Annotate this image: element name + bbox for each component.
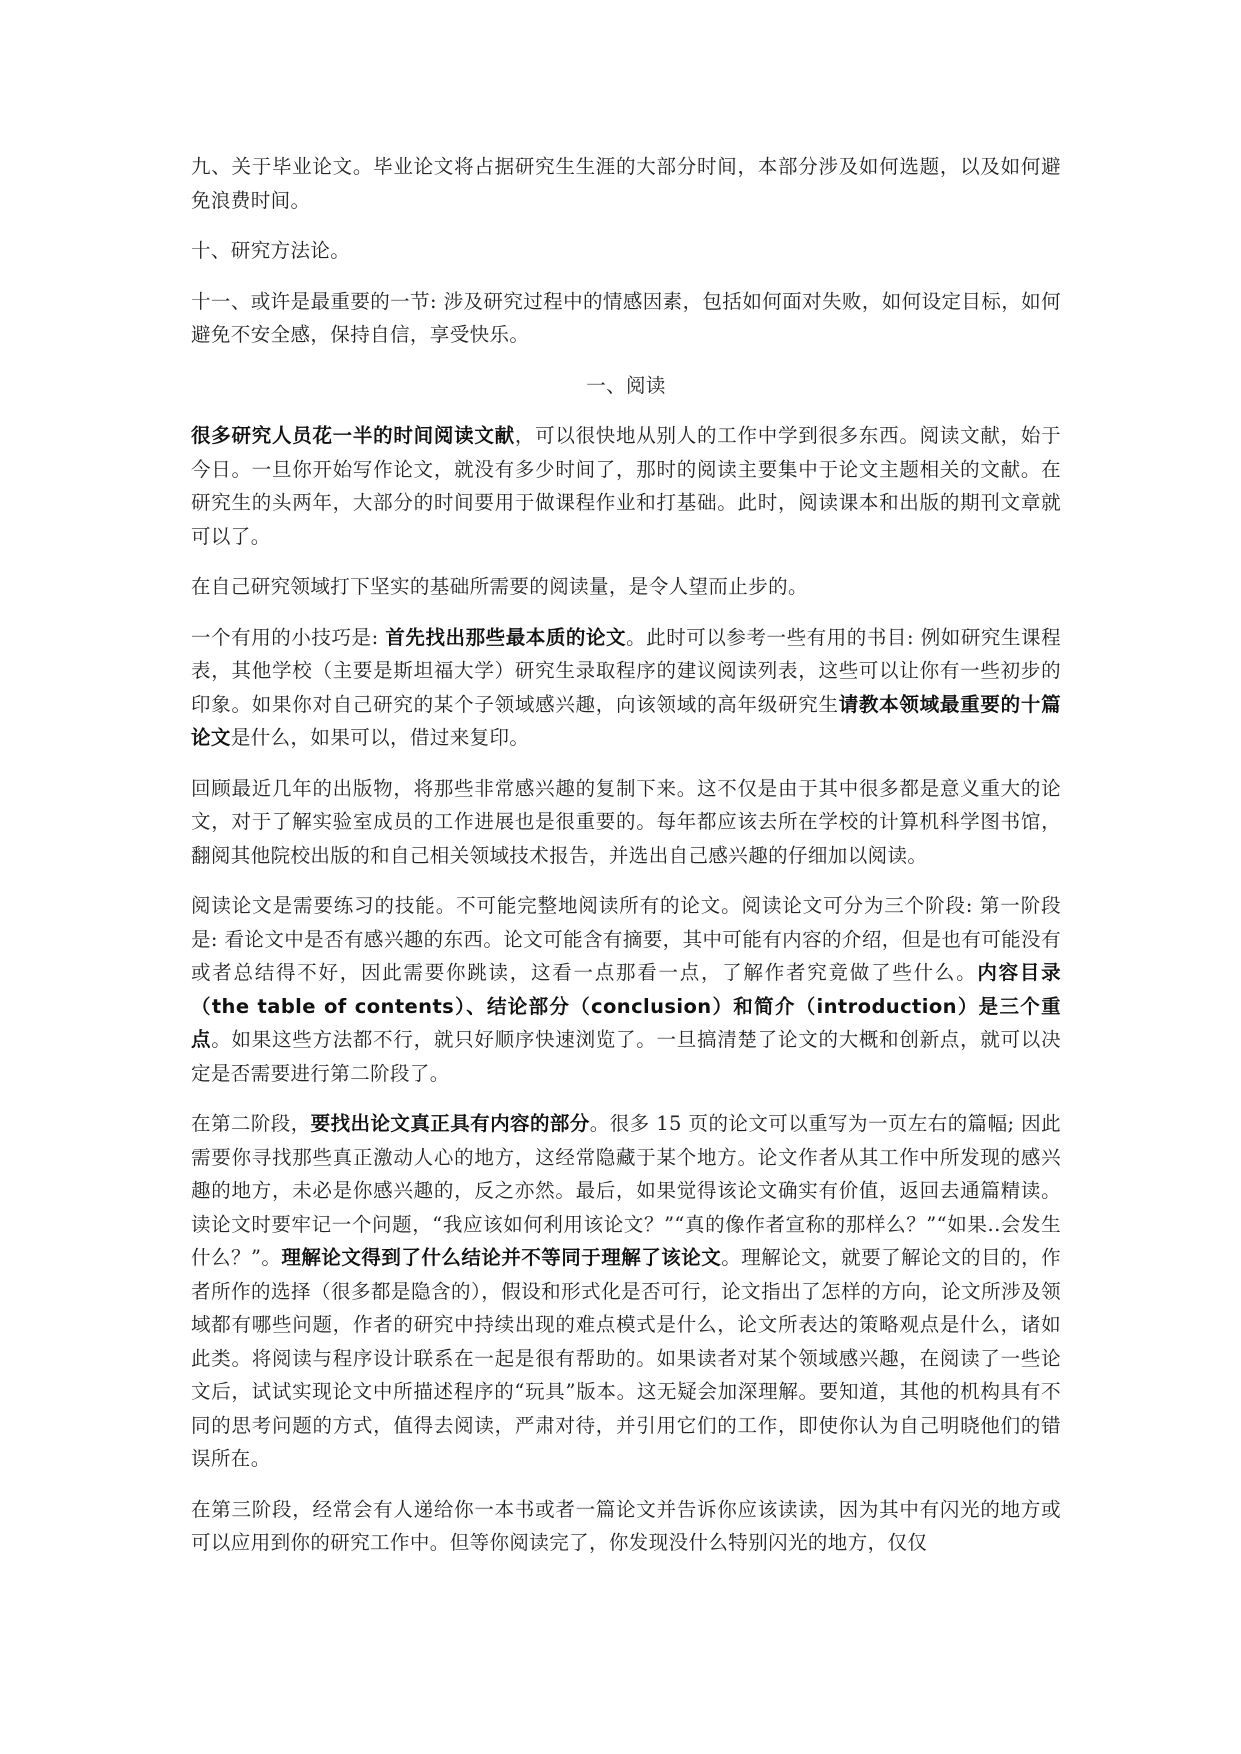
bold-text: 理解论文得到了什么结论并不等同于理解了该论文 <box>281 1246 722 1269</box>
bold-text: 首先找出那些最本质的论文 <box>385 625 627 649</box>
body-text: 。如果这些方法都不行，就只好顺序快速浏览了。一旦搞清楚了论文的大概和创新点，就可以决定是否需要进行第二阶段了。 <box>191 1028 1061 1085</box>
document-body <box>191 150 1061 1577</box>
body-text: 。很多 15 页的论文可以重写为一页左右的篇幅; 因此需要你寻找那些真正激动人心的地方，这经常隐藏于某个地方。论文作者从其工作中所发现的感兴趣的地方，未必是你感兴趣的，反之亦然。最后，如果觉得该论文确实有价值，返回去通篇精读。读论文时要牢记一个问题，“我应该如何利用该论文？”“真的像作者宣称的那样么？”“如果..会发生什么？”。 <box>191 1112 1061 1269</box>
paragraph-tip <box>191 621 1061 755</box>
body-text: 一个有用的小技巧是: <box>191 625 386 649</box>
bold-text: 内容目录（the table of contents）、结论部分（conclusion）和简介（introduction）是三个重点 <box>191 961 1061 1051</box>
paragraph-item-ten: 十、研究方法论。 <box>191 239 351 262</box>
body-text: 阅读论文是需要练习的技能。不可能完整地阅读所有的论文。阅读论文可分为三个阶段: 第一阶段是: 看论文中是否有感兴趣的东西。论文可能含有摘要，其中可能有内容的介绍，但是也有可能没有或者总结得不好，因此需要你跳读，这看一点那看一点，了解作者究竟做了些什么。 <box>191 894 1061 984</box>
paragraph-publications: 回顾最近几年的出版物，将那些非常感兴趣的复制下来。这不仅是由于其中很多都是意义重大的论文，对于了解实验室成员的工作进展也是很重要的。每年都应该去所在学校的计算机科学图书馆，翻阅其他院校出版的和自己相关领域技术报告，并选出自己感兴趣的仔细加以阅读。 <box>191 776 1061 867</box>
paragraph-stage-three: 在第三阶段，经常会有人递给你一本书或者一篇论文并告诉你应该读读，因为其中有闪光的地方或可以应用到你的研究工作中。但等你阅读完了，你发现没什么特别闪光的地方，仅仅 <box>191 1497 1061 1554</box>
body-text: ，可以很快地从别人的工作中学到很多东西。阅读文献，始于今日。一旦你开始写作论文，就没有多少时间了，那时的阅读主要集中于论文主题相关的文献。在研究生的头两年，大部分的时间要用于做课程作业和打基础。此时，阅读课本和出版的期刊文章就可以了。 <box>191 424 1061 548</box>
body-text: 。理解论文，就要了解论文的目的，作者所作的选择（很多都是隐含的），假设和形式化是否可行，论文指出了怎样的方向，论文所涉及领域都有哪些问题，作者的研究中持续出现的难点模式是什么，论文所表达的策略观点是什么，诸如此类。将阅读与程序设计联系在一起是很有帮助的。如果读者对某个领域感兴趣，在阅读了一些论文后，试试实现论文中所描述程序的“玩具”版本。这无疑会加深理解。要知道，其他的机构具有不同的思考问题的方式，值得去阅读，严肃对待，并引用它们的工作，即使你认为自己明晓他们的错误所在。 <box>191 1246 1061 1470</box>
body-text: 是什么，如果可以，借过来复印。 <box>230 726 530 749</box>
paragraph-reading-amount: 在自己研究领域打下坚实的基础所需要的阅读量，是令人望而止步的。 <box>191 575 808 598</box>
paragraph-stage-one <box>191 889 1061 1090</box>
section-heading: 一、阅读 <box>586 373 666 397</box>
paragraph-item-eleven: 十一、或许是最重要的一节: 涉及研究过程中的情感因素，包括如何面对失败，如何设定目标，如何避免不安全感，保持自信，享受快乐。 <box>191 289 1061 346</box>
paragraph-item-nine: 九、关于毕业论文。毕业论文将占据研究生生涯的大部分时间，本部分涉及如何选题，以及如何避免浪费时间。 <box>191 155 1061 212</box>
paragraph-stage-two <box>191 1107 1061 1476</box>
bold-text: 要找出论文真正具有内容的部分 <box>310 1112 590 1135</box>
body-text: 。此时可以参考一些有用的书目: 例如研究生课程表，其他学校（主要是斯坦福大学）研究生录取程序的建议阅读列表，这些可以让你有一些初步的印象。如果你对自己研究的某个子领域感兴趣，向该领域的高年级研究生 <box>191 625 1062 716</box>
body-text: 在第二阶段， <box>191 1112 311 1135</box>
bold-text: 请教本领域最重要的十篇论文 <box>191 692 1061 749</box>
paragraph-reading-intro <box>191 419 1061 553</box>
bold-text: 很多研究人员花一半的时间阅读文献 <box>191 424 515 447</box>
